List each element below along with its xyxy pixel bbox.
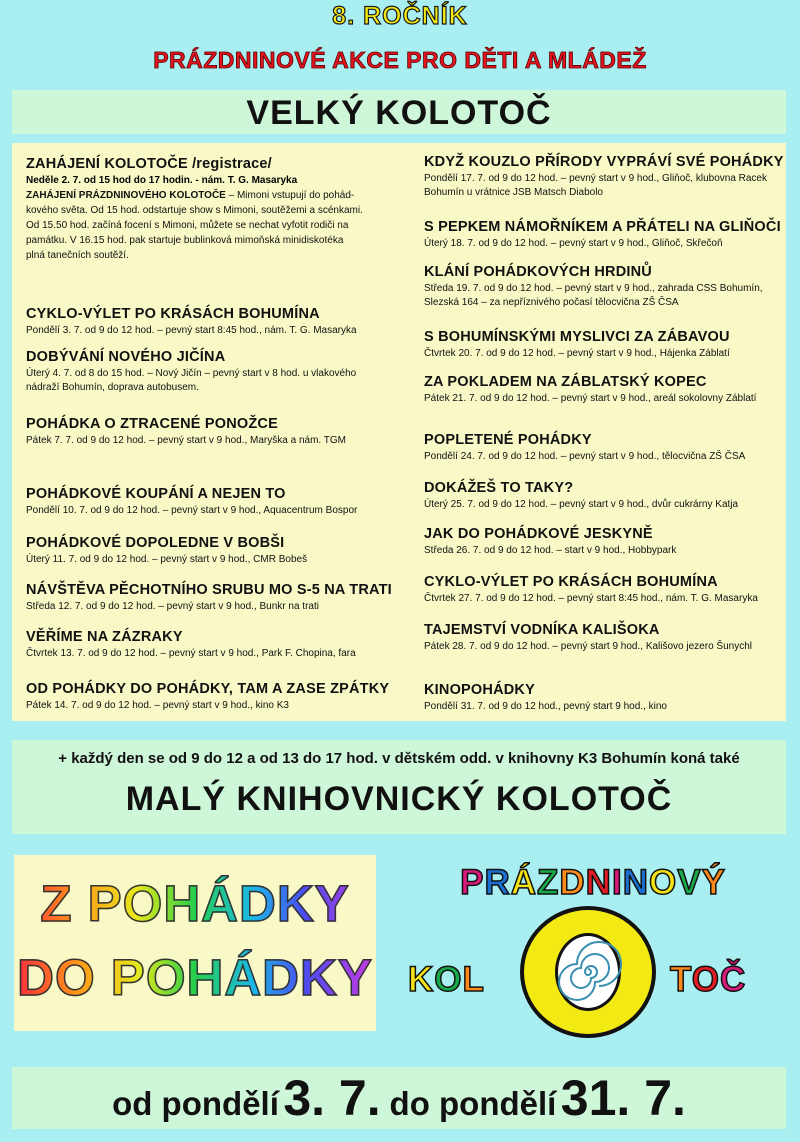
event-detail: Úterý 11. 7. od 9 do 12 hod. – pevný start v 9 hod., CMR Bobeš — [26, 554, 308, 565]
event-item — [26, 581, 416, 614]
event-description-name: ZAHÁJENÍ PRÁZDNINOVÉHO KOLOTOČE — [26, 190, 226, 201]
event-item — [26, 534, 416, 567]
logo-letter: Á — [510, 863, 537, 902]
to-label: do pondělí — [389, 1085, 557, 1122]
poster-subtitle: PRÁZDNINOVÉ AKCE PRO DĚTI A MLÁDEŽ — [153, 47, 647, 73]
event-title: POHÁDKOVÉ DOPOLEDNE V BOBŠI — [26, 535, 285, 551]
logo-letter: O — [648, 863, 678, 902]
program-panel — [12, 143, 786, 721]
event-item — [26, 348, 416, 395]
event-detail: Slezská 164 – za nepříznivého počasí tělocvična ZŠ ČSA — [424, 297, 679, 308]
event-detail: Pondělí 10. 7. od 9 do 12 hod. – pevný start v 9 hod., Aquacentrum Bospor — [26, 505, 358, 516]
logo-line-2: DO POHÁDKY — [14, 947, 376, 1009]
event-detail: Bohumín u vrátnice JSB Matsch Diabolo — [424, 187, 603, 198]
event-detail: Pondělí 17. 7. od 9 do 12 hod. – pevný start v 9 hod., Gliňoč, klubovna Racek — [424, 173, 767, 184]
logo-letter: I — [611, 863, 623, 902]
event-title: CYKLO-VÝLET PO KRÁSÁCH BOHUMÍNA — [424, 574, 718, 590]
event-title: KLÁNÍ POHÁDKOVÝCH HRDINŮ — [424, 264, 652, 280]
event-item — [424, 525, 782, 558]
event-title: S BOHUMÍNSKÝMI MYSLIVCI ZA ZÁBAVOU — [424, 329, 730, 345]
logo-letter: T — [670, 960, 692, 999]
spiral-o-icon — [513, 900, 663, 1045]
event-detail: Čtvrtek 27. 7. od 9 do 12 hod. – pevný start 8:45 hod., nám. T. G. Masaryka — [424, 593, 758, 604]
event-item — [424, 431, 782, 464]
event-detail: Středa 19. 7. od 9 do 12 hod. – pevný start v 9 hod., zahrada CSS Bohumín, — [424, 283, 763, 294]
event-title: DOKÁŽEŠ TO TAKY? — [424, 480, 574, 496]
logo-letter: V — [677, 863, 702, 902]
logo-letter: Z — [537, 863, 560, 902]
event-item — [424, 218, 782, 251]
main-title: VELKÝ KOLOTOČ — [246, 94, 552, 132]
event-title: KDYŽ KOUZLO PŘÍRODY VYPRÁVÍ SVÉ POHÁDKY — [424, 154, 784, 170]
event-item — [424, 621, 782, 654]
logo-letter: O — [434, 960, 463, 999]
logo-letter: Č — [719, 960, 747, 999]
event-detail: nádraží Bohumín, doprava autobusem. — [26, 382, 199, 393]
event-description — [26, 188, 416, 263]
event-title: OD POHÁDKY DO POHÁDKY, TAM A ZASE ZPÁTKY — [26, 681, 390, 697]
event-detail: Pátek 14. 7. od 9 do 12 hod. – pevný start v 9 hod., kino K3 — [26, 700, 289, 711]
event-detail: Úterý 4. 7. od 8 do 15 hod. – Nový Jičín – pevný start v 8 hod. u vlakového — [26, 368, 357, 379]
event-detail: Čtvrtek 20. 7. od 9 do 12 hod. – pevný start v 9 hod., Hájenka Záblatí — [424, 348, 730, 359]
dates-banner — [12, 1067, 786, 1129]
event-title: TAJEMSTVÍ VODNÍKA KALIŠOKA — [424, 622, 660, 638]
event-detail: Středa 12. 7. od 9 do 12 hod. – pevný start v 9 hod., Bunkr na trati — [26, 601, 319, 612]
logo-letter: O — [691, 960, 720, 999]
event-title: POHÁDKOVÉ KOUPÁNÍ A NEJEN TO — [26, 486, 286, 502]
logo-z-pohadky — [14, 855, 376, 1031]
event-title: S PEPKEM NÁMOŘNÍKEM A PŘÁTELI NA GLIŇOČI — [424, 219, 781, 235]
event-title: JAK DO POHÁDKOVÉ JESKYNĚ — [424, 526, 653, 542]
event-item — [26, 305, 416, 338]
event-title: POPLETENÉ POHÁDKY — [424, 432, 592, 448]
event-item — [424, 328, 782, 361]
logo-letter: L — [462, 960, 485, 999]
event-description-line: Od 15.50 hod. začíná focení s Mimoni, můžete se nechat vyfotit rodiči na — [26, 220, 349, 231]
logo-prazdninovy-kolotoc — [398, 855, 788, 1047]
from-date: 3. 7. — [283, 1070, 381, 1126]
event-date: Neděle 2. 7. od 15 hod do 17 hodin. - nám. T. G. Masaryka — [26, 175, 298, 186]
event-item — [424, 681, 782, 714]
logo-word-toc — [670, 958, 746, 1002]
logo-line-1: Z POHÁDKY — [14, 873, 376, 935]
event-description-line: plná tanečních soutěží. — [26, 250, 129, 261]
logo-letter: R — [484, 863, 511, 902]
from-label: od pondělí — [112, 1085, 279, 1122]
event-item — [424, 479, 782, 512]
event-title: VĚŘÍME NA ZÁZRAKY — [26, 629, 183, 645]
logo-letter: N — [585, 863, 612, 902]
event-opening — [26, 155, 416, 263]
logo-top-word — [398, 861, 788, 905]
library-banner — [12, 740, 786, 834]
logo-word-kol — [408, 958, 485, 1002]
library-title: MALÝ KNIHOVNICKÝ KOLOTOČ — [125, 780, 673, 818]
event-detail: Pátek 28. 7. od 9 do 12 hod. – pevný start 9 hod., Kališovo jezero Šunychl — [424, 641, 752, 652]
event-title: ZA POKLADEM NA ZÁBLATSKÝ KOPEC — [424, 374, 707, 390]
event-title: NÁVŠTĚVA PĚCHOTNÍHO SRUBU MO S-5 NA TRATI — [26, 582, 392, 598]
event-item — [424, 153, 782, 200]
event-detail: Pátek 7. 7. od 9 do 12 hod. – pevný start v 9 hod., Maryška a nám. TGM — [26, 435, 346, 446]
event-item — [26, 628, 416, 661]
event-detail: Úterý 18. 7. od 9 do 12 hod. – pevný start v 9 hod., Gliňoč, Skřečoň — [424, 238, 723, 249]
event-detail: Pondělí 31. 7. od 9 do 12 hod., pevný start 9 hod., kino — [424, 701, 667, 712]
to-date: 31. 7. — [560, 1070, 686, 1126]
event-detail: Úterý 25. 7. od 9 do 12 hod. – pevný start v 9 hod., dvůr cukrárny Katja — [424, 499, 739, 510]
event-title: CYKLO-VÝLET PO KRÁSÁCH BOHUMÍNA — [26, 306, 320, 322]
event-item — [26, 415, 416, 448]
event-title: POHÁDKA O ZTRACENÉ PONOŽCE — [26, 416, 278, 432]
event-title: DOBÝVÁNÍ NOVÉHO JIČÍNA — [26, 349, 226, 365]
event-item — [424, 573, 782, 606]
event-title: ZAHÁJENÍ KOLOTOČE /registrace/ — [26, 156, 272, 172]
logo-letter: K — [408, 960, 435, 999]
event-item — [424, 263, 782, 310]
event-description-line: kového světa. Od 15 hod. odstartuje show s Mimoni, soutěžemi a scénkami. — [26, 205, 363, 216]
event-detail: Pondělí 24. 7. od 9 do 12 hod. – pevný start v 9 hod., tělocvična ZŠ ČSA — [424, 451, 746, 462]
edition-label: 8. ROČNÍK — [332, 2, 468, 30]
event-detail: Čtvrtek 13. 7. od 9 do 12 hod. – pevný start v 9 hod., Park F. Chopina, fara — [26, 648, 356, 659]
main-title-banner — [12, 90, 786, 134]
event-title: KINOPOHÁDKY — [424, 682, 535, 698]
library-note: + každý den se od 9 do 12 a od 13 do 17 hod. v dětském odd. v knihovny K3 Bohumín koná také — [58, 750, 740, 767]
event-detail: Středa 26. 7. od 9 do 12 hod. – start v 9 hod., Hobbypark — [424, 545, 677, 556]
event-detail: Pondělí 3. 7. od 9 do 12 hod. – pevný start 8:45 hod., nám. T. G. Masaryka — [26, 325, 357, 336]
logo-letter: D — [559, 863, 586, 902]
event-item — [26, 680, 416, 713]
logo-letter: P — [460, 863, 485, 902]
event-description-line: památku. V 16.15 hod. pak startuje bublinková mimoňská minidiskotéka — [26, 235, 344, 246]
logo-letter: N — [622, 863, 649, 902]
event-description-line: – Mimoni vstupují do pohád- — [228, 190, 355, 201]
event-item — [424, 373, 782, 406]
logo-letter: Ý — [701, 863, 726, 902]
event-item — [26, 485, 416, 518]
event-detail: Pátek 21. 7. od 9 do 12 hod. – pevný start v 9 hod., areál sokolovny Záblatí — [424, 393, 757, 404]
